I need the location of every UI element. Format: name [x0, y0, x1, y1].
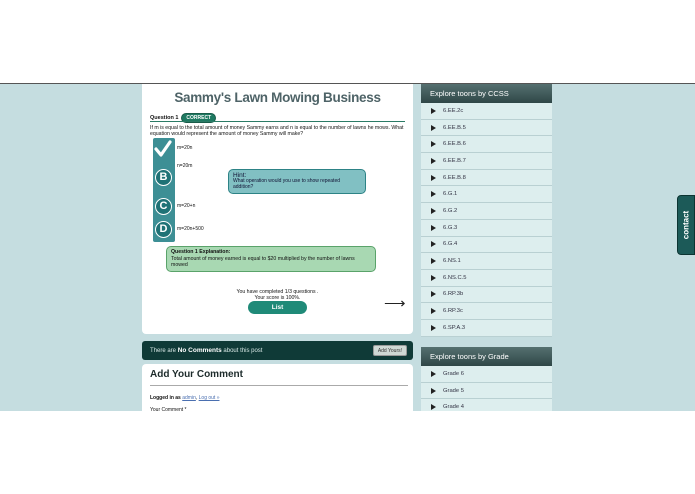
logged-in-line: Logged in as admin, Log out » [150, 395, 220, 401]
question-divider [150, 121, 405, 122]
grade-item-label: Grade 5 [443, 387, 464, 394]
explanation-box [166, 246, 376, 272]
ccss-item[interactable] [421, 253, 552, 270]
grade-sidebar [421, 347, 552, 411]
comments-prefix: There are [150, 348, 177, 354]
contact-tab[interactable] [677, 195, 695, 255]
checkmark-icon [154, 140, 172, 158]
ccss-item[interactable] [421, 320, 552, 337]
progress-summary [142, 289, 413, 301]
ccss-item[interactable] [421, 237, 552, 254]
comments-suffix: about this post [223, 348, 263, 354]
explanation-title: Question 1 Explanation: [171, 249, 231, 255]
logout-link[interactable]: Log out » [198, 395, 220, 401]
grade-item[interactable] [421, 366, 552, 383]
ccss-item[interactable] [421, 136, 552, 153]
ccss-item[interactable] [421, 170, 552, 187]
option-c-label[interactable]: m=20+n [177, 203, 196, 209]
ccss-item-label: 6.RP.3b [443, 291, 464, 298]
triangle-right-icon [431, 291, 436, 297]
hint-bubble [228, 169, 366, 194]
option-hidden-label[interactable]: n=20m [177, 163, 193, 169]
ccss-item[interactable] [421, 287, 552, 304]
question-text: If m is equal to the total amount of money Sammy earns and n is equal to the number of lawns he mows. What equation would represent the amount of money Sammy will make? [150, 125, 404, 138]
logged-in-label: Logged in as [150, 395, 181, 401]
comment-field-label: Your Comment * [150, 407, 187, 411]
triangle-right-icon [431, 404, 436, 410]
ccss-item-label: 6.SP.A.3 [443, 324, 466, 331]
triangle-right-icon [431, 308, 436, 314]
ccss-item-label: 6.G.1 [443, 191, 458, 198]
ccss-item[interactable] [421, 270, 552, 287]
triangle-right-icon [431, 225, 436, 231]
ccss-item[interactable] [421, 120, 552, 137]
user-link[interactable]: admin [182, 395, 196, 401]
triangle-right-icon [431, 258, 436, 264]
option-c-button[interactable]: C [155, 198, 172, 215]
comment-form-heading: Add Your Comment [150, 369, 243, 380]
ccss-item-label: 6.NS.C.5 [443, 274, 467, 281]
ccss-heading: Explore toons by CCSS [421, 84, 552, 103]
hint-text: What operation would you use to show repeated addition? [233, 178, 341, 190]
ccss-item-label: 6.EE.2c [443, 107, 464, 114]
triangle-right-icon [431, 241, 436, 247]
triangle-right-icon [431, 208, 436, 214]
ccss-item-label: 6.G.2 [443, 207, 458, 214]
ccss-item-label: 6.EE.B.7 [443, 157, 466, 164]
arrow-right-icon[interactable]: ⟶ [384, 295, 406, 312]
ccss-list [421, 103, 552, 337]
add-comment-button[interactable]: Add Yours! [373, 345, 407, 356]
quiz-card [142, 84, 413, 334]
question-label: Question 1 [150, 115, 179, 121]
option-a-label[interactable]: m=20n [177, 145, 193, 151]
correct-badge: CORRECT [181, 113, 216, 123]
contact-label: contact [681, 210, 691, 240]
explanation-text: Total amount of money earned is equal to $20 multiplied by the number of lawns mowed [171, 255, 355, 268]
ccss-sidebar [421, 84, 552, 334]
grade-list [421, 366, 552, 411]
triangle-right-icon [431, 175, 436, 181]
comment-form-divider [150, 385, 408, 386]
triangle-right-icon [431, 371, 436, 377]
ccss-item-label: 6.G.3 [443, 224, 458, 231]
ccss-item-label: 6.EE.B.6 [443, 141, 466, 148]
progress-completed: You have completed 1/3 questions . [236, 289, 319, 295]
option-b-button[interactable]: B [155, 169, 172, 186]
quiz-title: Sammy's Lawn Mowing Business [174, 90, 381, 105]
comments-bar [142, 341, 413, 360]
comments-count: No Comments [177, 347, 222, 354]
triangle-right-icon [431, 325, 436, 331]
ccss-item-label: 6.EE.B.5 [443, 124, 466, 131]
comments-count-text [150, 347, 262, 354]
triangle-right-icon [431, 108, 436, 114]
grade-heading: Explore toons by Grade [421, 347, 552, 366]
list-button[interactable]: List [248, 301, 307, 314]
grade-item[interactable] [421, 383, 552, 400]
option-d-label[interactable]: m=20n+500 [177, 226, 204, 232]
ccss-item[interactable] [421, 220, 552, 237]
ccss-item[interactable] [421, 186, 552, 203]
ccss-item[interactable] [421, 103, 552, 120]
ccss-item[interactable] [421, 153, 552, 170]
triangle-right-icon [431, 191, 436, 197]
ccss-item[interactable] [421, 303, 552, 320]
triangle-right-icon [431, 158, 436, 164]
grade-item-label: Grade 4 [443, 404, 464, 411]
comment-form-card [142, 364, 413, 411]
ccss-item-label: 6.NS.1 [443, 258, 461, 265]
option-d-button[interactable]: D [155, 221, 172, 238]
grade-item[interactable] [421, 399, 552, 411]
hint-title: Hint: [233, 172, 247, 179]
ccss-item-label: 6.RP.3c [443, 308, 463, 315]
triangle-right-icon [431, 275, 436, 281]
triangle-right-icon [431, 388, 436, 394]
triangle-right-icon [431, 125, 436, 131]
triangle-right-icon [431, 141, 436, 147]
progress-score: Your score is 100%. [254, 295, 301, 302]
grade-item-label: Grade 6 [443, 370, 464, 377]
ccss-item[interactable] [421, 203, 552, 220]
page-background [0, 83, 695, 411]
ccss-item-label: 6.EE.B.8 [443, 174, 466, 181]
ccss-item-label: 6.G.4 [443, 241, 458, 248]
